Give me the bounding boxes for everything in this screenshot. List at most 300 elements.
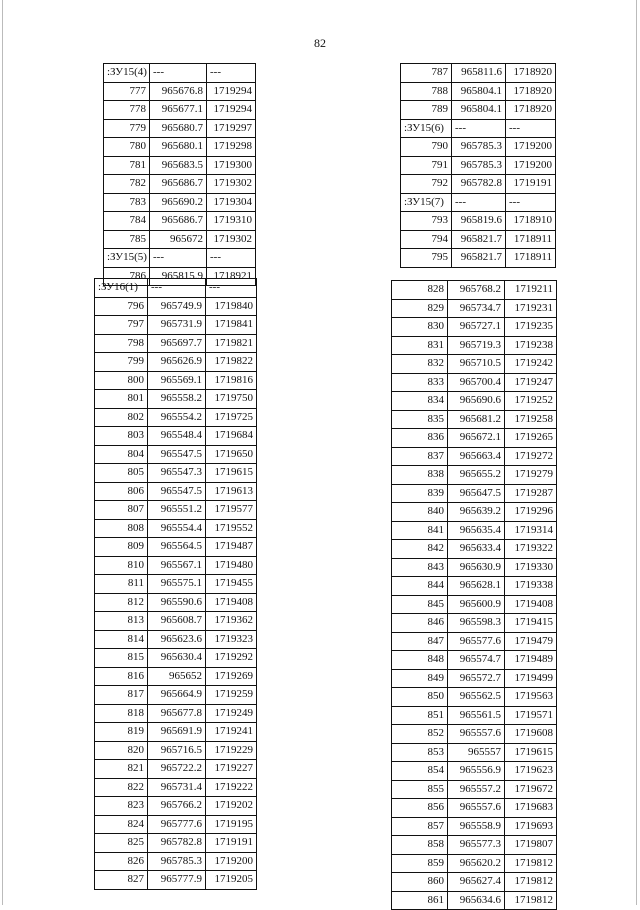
x-coordinate-cell: --- xyxy=(452,119,506,138)
y-coordinate-cell: 1719821 xyxy=(206,334,257,353)
x-coordinate-cell: 965681.2 xyxy=(448,410,505,429)
table-row xyxy=(95,704,257,723)
point-number-cell: 788 xyxy=(401,82,452,101)
zone-label-cell: :ЗУ15(7) xyxy=(401,193,452,212)
y-coordinate-cell: 1719479 xyxy=(505,632,557,651)
zone-header-row xyxy=(401,119,556,138)
coordinates-table-bottom-right xyxy=(391,280,557,910)
y-coordinate-cell: 1719672 xyxy=(505,780,557,799)
table-row xyxy=(95,852,257,871)
y-coordinate-cell: 1719807 xyxy=(505,836,557,855)
point-number-cell: 814 xyxy=(95,630,148,649)
y-coordinate-cell: 1719563 xyxy=(505,688,557,707)
x-coordinate-cell: 965558.2 xyxy=(148,390,206,409)
point-number-cell: 815 xyxy=(95,649,148,668)
point-number-cell: 784 xyxy=(104,212,150,231)
table-row xyxy=(401,138,556,157)
y-coordinate-cell: --- xyxy=(506,119,556,138)
zone-header-row xyxy=(104,249,256,268)
y-coordinate-cell: 1719314 xyxy=(505,521,557,540)
y-coordinate-cell: 1719812 xyxy=(505,873,557,892)
x-coordinate-cell: 965628.1 xyxy=(448,577,505,596)
table-row xyxy=(95,630,257,649)
x-coordinate-cell: 965623.6 xyxy=(148,630,206,649)
point-number-cell: 823 xyxy=(95,797,148,816)
x-coordinate-cell: 965577.3 xyxy=(448,836,505,855)
zone-header-row xyxy=(95,279,257,298)
table-row xyxy=(392,336,557,355)
y-coordinate-cell: 1719750 xyxy=(206,390,257,409)
point-number-cell: 836 xyxy=(392,429,448,448)
y-coordinate-cell: 1719287 xyxy=(505,484,557,503)
point-number-cell: 818 xyxy=(95,704,148,723)
y-coordinate-cell: 1718911 xyxy=(506,230,556,249)
zone-header-row xyxy=(401,193,556,212)
x-coordinate-cell: 965554.4 xyxy=(148,519,206,538)
y-coordinate-cell: 1719615 xyxy=(206,464,257,483)
y-coordinate-cell: 1719202 xyxy=(206,797,257,816)
x-coordinate-cell: 965554.2 xyxy=(148,408,206,427)
x-coordinate-cell: 965727.1 xyxy=(448,318,505,337)
y-coordinate-cell: 1719258 xyxy=(505,410,557,429)
x-coordinate-cell: 965686.7 xyxy=(150,175,207,194)
table-row xyxy=(392,614,557,633)
x-coordinate-cell: 965680.1 xyxy=(150,138,207,157)
point-number-cell: 853 xyxy=(392,743,448,762)
point-number-cell: 810 xyxy=(95,556,148,575)
x-coordinate-cell: 965558.9 xyxy=(448,817,505,836)
table-row xyxy=(95,353,257,372)
table-row xyxy=(392,540,557,559)
point-number-cell: 847 xyxy=(392,632,448,651)
point-number-cell: 796 xyxy=(95,297,148,316)
table-row xyxy=(95,723,257,742)
y-coordinate-cell: 1719211 xyxy=(505,281,557,300)
table-row xyxy=(104,156,256,175)
y-coordinate-cell: 1719408 xyxy=(206,593,257,612)
table-row xyxy=(95,297,257,316)
point-number-cell: 816 xyxy=(95,667,148,686)
y-coordinate-cell: --- xyxy=(206,279,257,298)
point-number-cell: 839 xyxy=(392,484,448,503)
point-number-cell: 782 xyxy=(104,175,150,194)
y-coordinate-cell: 1719812 xyxy=(505,854,557,873)
point-number-cell: 851 xyxy=(392,706,448,725)
table-row xyxy=(401,212,556,231)
point-number-cell: 832 xyxy=(392,355,448,374)
x-coordinate-cell: 965547.5 xyxy=(148,445,206,464)
table-row xyxy=(104,138,256,157)
table-row xyxy=(401,82,556,101)
y-coordinate-cell: 1719816 xyxy=(206,371,257,390)
point-number-cell: 840 xyxy=(392,503,448,522)
page-left-edge xyxy=(2,0,3,905)
table-row xyxy=(392,503,557,522)
table-row xyxy=(104,212,256,231)
y-coordinate-cell: 1718920 xyxy=(506,64,556,83)
table-row xyxy=(95,686,257,705)
x-coordinate-cell: 965710.5 xyxy=(448,355,505,374)
point-number-cell: 812 xyxy=(95,593,148,612)
table-row xyxy=(392,836,557,855)
x-coordinate-cell: 965782.8 xyxy=(148,834,206,853)
point-number-cell: 792 xyxy=(401,175,452,194)
point-number-cell: 857 xyxy=(392,817,448,836)
x-coordinate-cell: 965634.6 xyxy=(448,891,505,910)
point-number-cell: 825 xyxy=(95,834,148,853)
x-coordinate-cell: 965561.5 xyxy=(448,706,505,725)
table-row xyxy=(95,612,257,631)
point-number-cell: 783 xyxy=(104,193,150,212)
x-coordinate-cell: 965548.4 xyxy=(148,427,206,446)
x-coordinate-cell: 965785.3 xyxy=(148,852,206,871)
zone-label-cell: :ЗУ15(4) xyxy=(104,64,150,83)
table-row xyxy=(95,371,257,390)
y-coordinate-cell: 1719298 xyxy=(207,138,256,157)
x-coordinate-cell: 965785.3 xyxy=(452,138,506,157)
table-row xyxy=(392,743,557,762)
y-coordinate-cell: 1719552 xyxy=(206,519,257,538)
point-number-cell: 833 xyxy=(392,373,448,392)
point-number-cell: 805 xyxy=(95,464,148,483)
y-coordinate-cell: 1719822 xyxy=(206,353,257,372)
x-coordinate-cell: --- xyxy=(150,249,207,268)
point-number-cell: 804 xyxy=(95,445,148,464)
table-row xyxy=(95,408,257,427)
y-coordinate-cell: 1719222 xyxy=(206,778,257,797)
table-row xyxy=(392,706,557,725)
point-number-cell: 854 xyxy=(392,762,448,781)
y-coordinate-cell: 1719322 xyxy=(505,540,557,559)
point-number-cell: 811 xyxy=(95,575,148,594)
point-number-cell: 841 xyxy=(392,521,448,540)
y-coordinate-cell: 1719455 xyxy=(206,575,257,594)
point-number-cell: 844 xyxy=(392,577,448,596)
point-number-cell: 821 xyxy=(95,760,148,779)
table-row xyxy=(392,410,557,429)
y-coordinate-cell: 1719191 xyxy=(506,175,556,194)
y-coordinate-cell: 1719323 xyxy=(206,630,257,649)
y-coordinate-cell: 1719249 xyxy=(206,704,257,723)
table-row xyxy=(392,447,557,466)
x-coordinate-cell: 965574.7 xyxy=(448,651,505,670)
point-number-cell: 824 xyxy=(95,815,148,834)
x-coordinate-cell: 965672 xyxy=(150,230,207,249)
y-coordinate-cell: 1719231 xyxy=(505,299,557,318)
point-number-cell: 845 xyxy=(392,595,448,614)
table-row xyxy=(392,873,557,892)
y-coordinate-cell: 1719297 xyxy=(207,119,256,138)
zone-label-cell: :ЗУ16(1) xyxy=(95,279,148,298)
x-coordinate-cell: 965686.7 xyxy=(150,212,207,231)
point-number-cell: 827 xyxy=(95,871,148,890)
x-coordinate-cell: 965630.9 xyxy=(448,558,505,577)
y-coordinate-cell: 1719812 xyxy=(505,891,557,910)
zone-label-cell: :ЗУ15(5) xyxy=(104,249,150,268)
point-number-cell: 860 xyxy=(392,873,448,892)
table-row xyxy=(401,101,556,120)
x-coordinate-cell: 965547.3 xyxy=(148,464,206,483)
y-coordinate-cell: 1719310 xyxy=(207,212,256,231)
x-coordinate-cell: 965804.1 xyxy=(452,101,506,120)
y-coordinate-cell: 1719693 xyxy=(505,817,557,836)
table-row xyxy=(392,651,557,670)
y-coordinate-cell: 1719227 xyxy=(206,760,257,779)
x-coordinate-cell: 965716.5 xyxy=(148,741,206,760)
x-coordinate-cell: --- xyxy=(148,279,206,298)
point-number-cell: 785 xyxy=(104,230,150,249)
table-row xyxy=(392,577,557,596)
y-coordinate-cell: 1719480 xyxy=(206,556,257,575)
y-coordinate-cell: 1719229 xyxy=(206,741,257,760)
point-number-cell: 829 xyxy=(392,299,448,318)
y-coordinate-cell: 1719205 xyxy=(206,871,257,890)
table-row xyxy=(392,392,557,411)
y-coordinate-cell: 1719571 xyxy=(505,706,557,725)
y-coordinate-cell: 1719487 xyxy=(206,538,257,557)
x-coordinate-cell: 965598.3 xyxy=(448,614,505,633)
x-coordinate-cell: 965620.2 xyxy=(448,854,505,873)
x-coordinate-cell: 965608.7 xyxy=(148,612,206,631)
y-coordinate-cell: 1719362 xyxy=(206,612,257,631)
x-coordinate-cell: 965690.6 xyxy=(448,392,505,411)
table-row xyxy=(95,871,257,890)
zone-label-cell: :ЗУ15(6) xyxy=(401,119,452,138)
y-coordinate-cell: 1719683 xyxy=(505,799,557,818)
x-coordinate-cell: 965690.2 xyxy=(150,193,207,212)
table-row xyxy=(392,688,557,707)
table-row xyxy=(95,760,257,779)
point-number-cell: 799 xyxy=(95,353,148,372)
y-coordinate-cell: 1719489 xyxy=(505,651,557,670)
point-number-cell: 819 xyxy=(95,723,148,742)
point-number-cell: 781 xyxy=(104,156,150,175)
table-row xyxy=(401,156,556,175)
point-number-cell: 828 xyxy=(392,281,448,300)
point-number-cell: 787 xyxy=(401,64,452,83)
x-coordinate-cell: 965811.6 xyxy=(452,64,506,83)
y-coordinate-cell: 1719615 xyxy=(505,743,557,762)
x-coordinate-cell: 965557.2 xyxy=(448,780,505,799)
x-coordinate-cell: 965600.9 xyxy=(448,595,505,614)
x-coordinate-cell: 965626.9 xyxy=(148,353,206,372)
point-number-cell: 831 xyxy=(392,336,448,355)
y-coordinate-cell: 1719294 xyxy=(207,101,256,120)
zone-header-row xyxy=(104,64,256,83)
point-number-cell: 793 xyxy=(401,212,452,231)
x-coordinate-cell: 965777.6 xyxy=(148,815,206,834)
point-number-cell: 852 xyxy=(392,725,448,744)
point-number-cell: 817 xyxy=(95,686,148,705)
table-row xyxy=(392,429,557,448)
point-number-cell: 795 xyxy=(401,249,452,268)
table-row xyxy=(392,799,557,818)
x-coordinate-cell: 965821.7 xyxy=(452,230,506,249)
x-coordinate-cell: 965766.2 xyxy=(148,797,206,816)
x-coordinate-cell: 965569.1 xyxy=(148,371,206,390)
point-number-cell: 820 xyxy=(95,741,148,760)
table-row xyxy=(95,834,257,853)
page-number: 82 xyxy=(314,36,326,50)
y-coordinate-cell: 1718920 xyxy=(506,101,556,120)
x-coordinate-cell: 965722.2 xyxy=(148,760,206,779)
point-number-cell: 859 xyxy=(392,854,448,873)
x-coordinate-cell: 965567.1 xyxy=(148,556,206,575)
point-number-cell: 822 xyxy=(95,778,148,797)
point-number-cell: 789 xyxy=(401,101,452,120)
table-row xyxy=(392,595,557,614)
table-row xyxy=(95,390,257,409)
table-row xyxy=(95,538,257,557)
table-row xyxy=(95,741,257,760)
x-coordinate-cell: 965547.5 xyxy=(148,482,206,501)
y-coordinate-cell: 1719499 xyxy=(505,669,557,688)
table-row xyxy=(95,445,257,464)
y-coordinate-cell: 1719279 xyxy=(505,466,557,485)
y-coordinate-cell: 1719269 xyxy=(206,667,257,686)
y-coordinate-cell: 1719841 xyxy=(206,316,257,335)
x-coordinate-cell: 965804.1 xyxy=(452,82,506,101)
x-coordinate-cell: 965677.8 xyxy=(148,704,206,723)
y-coordinate-cell: 1719292 xyxy=(206,649,257,668)
x-coordinate-cell: 965700.4 xyxy=(448,373,505,392)
y-coordinate-cell: 1719684 xyxy=(206,427,257,446)
point-number-cell: 791 xyxy=(401,156,452,175)
x-coordinate-cell: 965647.5 xyxy=(448,484,505,503)
table-row xyxy=(392,299,557,318)
y-coordinate-cell: 1719302 xyxy=(207,230,256,249)
table-row xyxy=(95,667,257,686)
point-number-cell: 849 xyxy=(392,669,448,688)
table-row xyxy=(104,230,256,249)
coordinates-table-top-right xyxy=(400,63,556,268)
y-coordinate-cell: 1719238 xyxy=(505,336,557,355)
y-coordinate-cell: 1719300 xyxy=(207,156,256,175)
y-coordinate-cell: 1719840 xyxy=(206,297,257,316)
y-coordinate-cell: 1719242 xyxy=(505,355,557,374)
x-coordinate-cell: 965551.2 xyxy=(148,501,206,520)
table-row xyxy=(392,817,557,836)
y-coordinate-cell: --- xyxy=(506,193,556,212)
x-coordinate-cell: 965564.5 xyxy=(148,538,206,557)
point-number-cell: 843 xyxy=(392,558,448,577)
x-coordinate-cell: 965731.9 xyxy=(148,316,206,335)
y-coordinate-cell: 1718921 xyxy=(207,267,256,286)
x-coordinate-cell: 965633.4 xyxy=(448,540,505,559)
x-coordinate-cell: 965821.7 xyxy=(452,249,506,268)
x-coordinate-cell: 965664.9 xyxy=(148,686,206,705)
x-coordinate-cell: 965562.5 xyxy=(448,688,505,707)
coordinates-table-bottom-left xyxy=(94,278,257,890)
x-coordinate-cell: 965557.6 xyxy=(448,725,505,744)
point-number-cell: 803 xyxy=(95,427,148,446)
x-coordinate-cell: 965575.1 xyxy=(148,575,206,594)
x-coordinate-cell: 965556.9 xyxy=(448,762,505,781)
table-row xyxy=(401,175,556,194)
y-coordinate-cell: 1719415 xyxy=(505,614,557,633)
x-coordinate-cell: 965731.4 xyxy=(148,778,206,797)
table-row xyxy=(95,797,257,816)
table-row xyxy=(95,334,257,353)
point-number-cell: 806 xyxy=(95,482,148,501)
y-coordinate-cell: 1718920 xyxy=(506,82,556,101)
y-coordinate-cell: 1719408 xyxy=(505,595,557,614)
point-number-cell: 838 xyxy=(392,466,448,485)
x-coordinate-cell: 965672.1 xyxy=(448,429,505,448)
y-coordinate-cell: 1719304 xyxy=(207,193,256,212)
x-coordinate-cell: 965630.4 xyxy=(148,649,206,668)
y-coordinate-cell: 1719272 xyxy=(505,447,557,466)
y-coordinate-cell: 1719294 xyxy=(207,82,256,101)
x-coordinate-cell: 965697.7 xyxy=(148,334,206,353)
table-row xyxy=(95,556,257,575)
table-row xyxy=(104,101,256,120)
x-coordinate-cell: 965639.2 xyxy=(448,503,505,522)
table-row xyxy=(95,575,257,594)
table-row xyxy=(392,521,557,540)
x-coordinate-cell: 965655.2 xyxy=(448,466,505,485)
table-row xyxy=(104,119,256,138)
point-number-cell: 858 xyxy=(392,836,448,855)
point-number-cell: 786 xyxy=(104,267,150,286)
table-row xyxy=(392,669,557,688)
x-coordinate-cell: 965815.9 xyxy=(150,267,207,286)
x-coordinate-cell: 965768.2 xyxy=(448,281,505,300)
table-row xyxy=(104,82,256,101)
table-row xyxy=(104,193,256,212)
point-number-cell: 777 xyxy=(104,82,150,101)
x-coordinate-cell: 965635.4 xyxy=(448,521,505,540)
y-coordinate-cell: 1719302 xyxy=(207,175,256,194)
x-coordinate-cell: 965691.9 xyxy=(148,723,206,742)
table-row xyxy=(392,762,557,781)
y-coordinate-cell: 1719200 xyxy=(206,852,257,871)
y-coordinate-cell: 1719725 xyxy=(206,408,257,427)
table-row xyxy=(95,593,257,612)
point-number-cell: 842 xyxy=(392,540,448,559)
table-row xyxy=(392,558,557,577)
table-row xyxy=(392,891,557,910)
point-number-cell: 813 xyxy=(95,612,148,631)
x-coordinate-cell: 965557 xyxy=(448,743,505,762)
point-number-cell: 835 xyxy=(392,410,448,429)
x-coordinate-cell: 965677.1 xyxy=(150,101,207,120)
x-coordinate-cell: 965719.3 xyxy=(448,336,505,355)
point-number-cell: 855 xyxy=(392,780,448,799)
table-row xyxy=(95,649,257,668)
point-number-cell: 798 xyxy=(95,334,148,353)
x-coordinate-cell: 965652 xyxy=(148,667,206,686)
y-coordinate-cell: 1719259 xyxy=(206,686,257,705)
point-number-cell: 780 xyxy=(104,138,150,157)
point-number-cell: 801 xyxy=(95,390,148,409)
x-coordinate-cell: 965676.8 xyxy=(150,82,207,101)
y-coordinate-cell: 1719241 xyxy=(206,723,257,742)
y-coordinate-cell: 1718911 xyxy=(506,249,556,268)
x-coordinate-cell: --- xyxy=(150,64,207,83)
table-row xyxy=(95,482,257,501)
y-coordinate-cell: 1719650 xyxy=(206,445,257,464)
table-row xyxy=(104,175,256,194)
point-number-cell: 856 xyxy=(392,799,448,818)
y-coordinate-cell: 1719195 xyxy=(206,815,257,834)
coordinates-table-top-left xyxy=(103,63,256,286)
table-row xyxy=(95,519,257,538)
point-number-cell: 779 xyxy=(104,119,150,138)
point-number-cell: 790 xyxy=(401,138,452,157)
x-coordinate-cell: 965683.5 xyxy=(150,156,207,175)
x-coordinate-cell: 965749.9 xyxy=(148,297,206,316)
